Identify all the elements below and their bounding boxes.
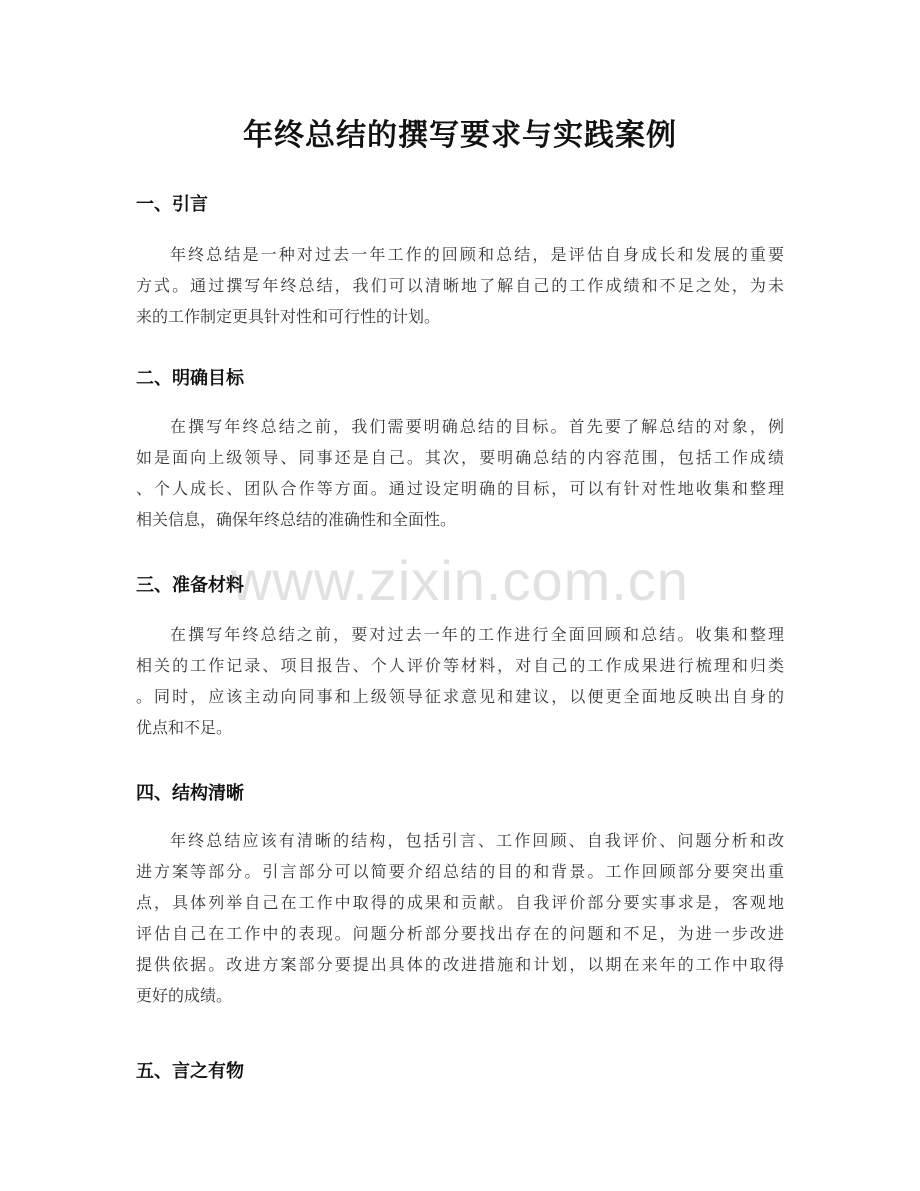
paragraph-line: 相关信息，确保年终总结的准确性和全面性。 [136, 510, 457, 529]
section-paragraph-clear-structure [136, 825, 784, 1011]
paragraph-line: 提供依据。改进方案部分要提出具体的改进措施和计划，以期在来年的工作中取得 [136, 955, 784, 974]
paragraph-line: 优点和不足。 [136, 718, 233, 737]
paragraph-line: 、个人成长、团队合作等方面。通过设定明确的目标，可以有针对性地收集和整理 [136, 479, 784, 498]
paragraph-line: 如是面向上级领导、同事还是自己。其次，要明确总结的内容范围，包括工作成绩 [136, 448, 784, 467]
section-paragraph-prepare-materials [136, 619, 784, 743]
paragraph-line: 方式。通过撰写年终总结，我们可以清晰地了解自己的工作成绩和不足之处，为未 [136, 276, 784, 295]
section-paragraph-clear-goals [136, 411, 784, 535]
paragraph-line: 更好的成绩。 [136, 986, 233, 1005]
section-heading-prepare-materials: 三、准备材料 [136, 575, 244, 596]
paragraph-line: 进方案等部分。引言部分可以简要介绍总结的目的和背景。工作回顾部分要突出重 [136, 862, 784, 881]
section-paragraph-introduction [136, 239, 784, 332]
section-heading-introduction: 一、引言 [136, 194, 208, 215]
paragraph-line: 年终总结应该有清晰的结构，包括引言、工作回顾、自我评价、问题分析和改 [170, 831, 784, 850]
section-heading-substantive-content: 五、言之有物 [136, 1061, 244, 1082]
document-title: 年终总结的撰写要求与实践案例 [243, 118, 677, 153]
paragraph-line: 。同时，应该主动向同事和上级领导征求意见和建议，以便更全面地反映出自身的 [136, 687, 784, 706]
watermark: www.zixin.com.cn [231, 549, 689, 612]
paragraph-line: 年终总结是一种对过去一年工作的回顾和总结，是评估自身成长和发展的重要 [170, 245, 784, 264]
section-heading-clear-structure: 四、结构清晰 [136, 783, 244, 804]
section-heading-clear-goals: 二、明确目标 [136, 368, 244, 389]
paragraph-line: 点，具体列举自己在工作中取得的成果和贡献。自我评价部分要实事求是，客观地 [136, 893, 784, 912]
paragraph-line: 相关的工作记录、项目报告、个人评价等材料，对自己的工作成果进行梳理和归类 [136, 656, 784, 675]
paragraph-line: 来的工作制定更具针对性和可行性的计划。 [136, 307, 441, 326]
paragraph-line: 在撰写年终总结之前，我们需要明确总结的目标。首先要了解总结的对象，例 [170, 417, 784, 436]
paragraph-line: 评估自己在工作中的表现。问题分析部分要找出存在的问题和不足，为进一步改进 [136, 924, 784, 943]
paragraph-line: 在撰写年终总结之前，要对过去一年的工作进行全面回顾和总结。收集和整理 [170, 625, 784, 644]
